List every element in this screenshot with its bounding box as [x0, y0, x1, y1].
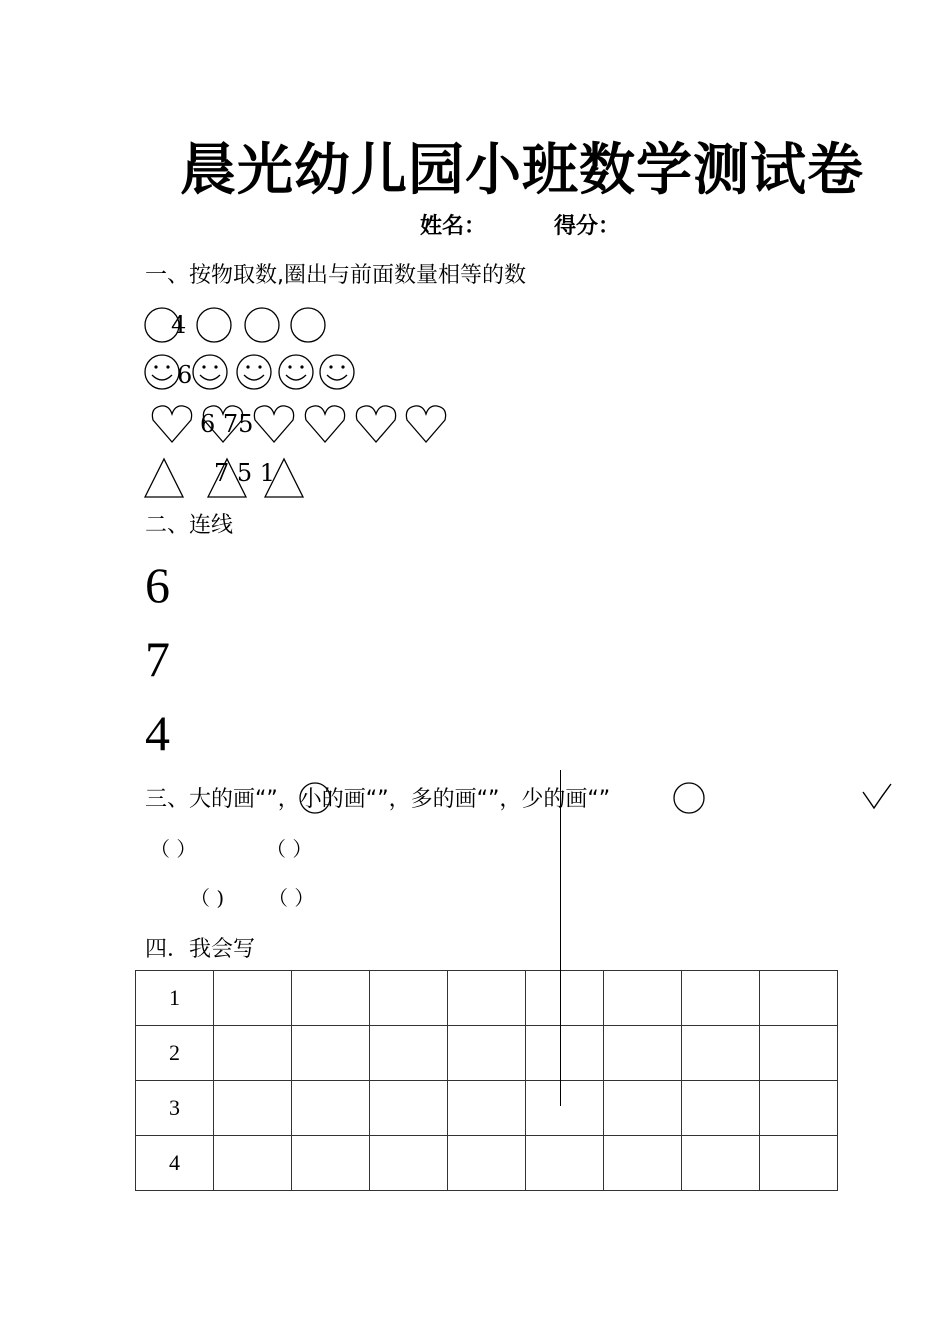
score-label: 得分：: [554, 214, 621, 239]
circle-row: [140, 305, 340, 349]
writing-cell[interactable]: [604, 1026, 682, 1081]
writing-cell[interactable]: [526, 1081, 604, 1136]
table-row: [136, 971, 838, 1026]
circle-icon: [245, 308, 279, 342]
writing-cell[interactable]: [370, 1026, 448, 1081]
writing-cell[interactable]: [526, 1026, 604, 1081]
smiley-icon: [279, 355, 313, 389]
row4-numbers: 7 5 1: [214, 459, 276, 487]
heart-icon: [152, 406, 191, 442]
writing-cell[interactable]: [682, 1136, 760, 1191]
writing-cell[interactable]: [292, 1081, 370, 1136]
writing-cell[interactable]: [448, 971, 526, 1026]
writing-cell[interactable]: [760, 1136, 838, 1191]
smiley-icon: [193, 355, 227, 389]
section2-heading: 二、连线: [145, 513, 234, 538]
row3-numbers: 6 75: [200, 410, 254, 438]
heart-icon: [305, 406, 344, 442]
writing-cell[interactable]: [448, 1081, 526, 1136]
writing-cell[interactable]: [760, 971, 838, 1026]
heart-icon: [356, 406, 395, 442]
writing-cell[interactable]: [292, 1136, 370, 1191]
smiley-row: [140, 352, 370, 396]
writing-cell[interactable]: [682, 1026, 760, 1081]
writing-cell[interactable]: [604, 1081, 682, 1136]
row-label: 1: [136, 971, 214, 1026]
smiley-icon: [320, 355, 354, 389]
writing-cell[interactable]: [526, 1136, 604, 1191]
checkmark-icon: [860, 782, 894, 812]
row1-numbers: 4: [171, 311, 187, 339]
writing-cell[interactable]: [526, 971, 604, 1026]
writing-grid: [135, 970, 838, 1191]
triangle-icon: [145, 459, 183, 497]
writing-cell[interactable]: [604, 1136, 682, 1191]
writing-cell[interactable]: [604, 971, 682, 1026]
section4-heading: 四．我会写: [145, 937, 256, 962]
answer-paren: （ ）: [266, 837, 313, 861]
row-label: 4: [136, 1136, 214, 1191]
writing-cell[interactable]: [448, 1026, 526, 1081]
circle-icon: [291, 308, 325, 342]
table-row: [136, 1026, 838, 1081]
small-circle-icon: [672, 781, 708, 817]
writing-cell[interactable]: [214, 1026, 292, 1081]
writing-cell[interactable]: [214, 971, 292, 1026]
match-number: 4: [145, 705, 170, 761]
name-label: 姓名：: [420, 214, 487, 239]
heart-icon: [406, 406, 445, 442]
big-circle-icon: [298, 781, 334, 817]
row2-numbers: 6: [177, 361, 193, 389]
writing-cell[interactable]: [370, 1136, 448, 1191]
heart-icon: [254, 406, 293, 442]
writing-cell[interactable]: [292, 971, 370, 1026]
section3-heading: 三、大的画“”，小的画“”，多的画“”，少的画“”: [145, 787, 611, 812]
writing-cell[interactable]: [448, 1136, 526, 1191]
match-number: 6: [145, 557, 170, 613]
writing-cell[interactable]: [760, 1081, 838, 1136]
circle-icon: [197, 308, 231, 342]
answer-paren: （ ): [190, 886, 225, 910]
page-title: 晨光幼儿园小班数学测试卷: [180, 138, 864, 203]
table-row: [136, 1136, 838, 1191]
writing-cell[interactable]: [214, 1136, 292, 1191]
section1-heading: 一、按物取数,圈出与前面数量相等的数: [145, 263, 526, 288]
row-label: 3: [136, 1081, 214, 1136]
smiley-icon: [145, 355, 179, 389]
writing-cell[interactable]: [760, 1026, 838, 1081]
row-label: 2: [136, 1026, 214, 1081]
smiley-icon: [237, 355, 271, 389]
answer-paren: （ ）: [268, 886, 315, 910]
heart-row: [150, 402, 450, 448]
table-row: [136, 1081, 838, 1136]
divider-line: [560, 770, 561, 1106]
writing-cell[interactable]: [370, 971, 448, 1026]
writing-cell[interactable]: [370, 1081, 448, 1136]
writing-cell[interactable]: [292, 1026, 370, 1081]
writing-cell[interactable]: [682, 1081, 760, 1136]
writing-cell[interactable]: [214, 1081, 292, 1136]
match-number: 7: [145, 631, 170, 687]
answer-paren: （ ）: [150, 837, 197, 861]
writing-cell[interactable]: [682, 971, 760, 1026]
